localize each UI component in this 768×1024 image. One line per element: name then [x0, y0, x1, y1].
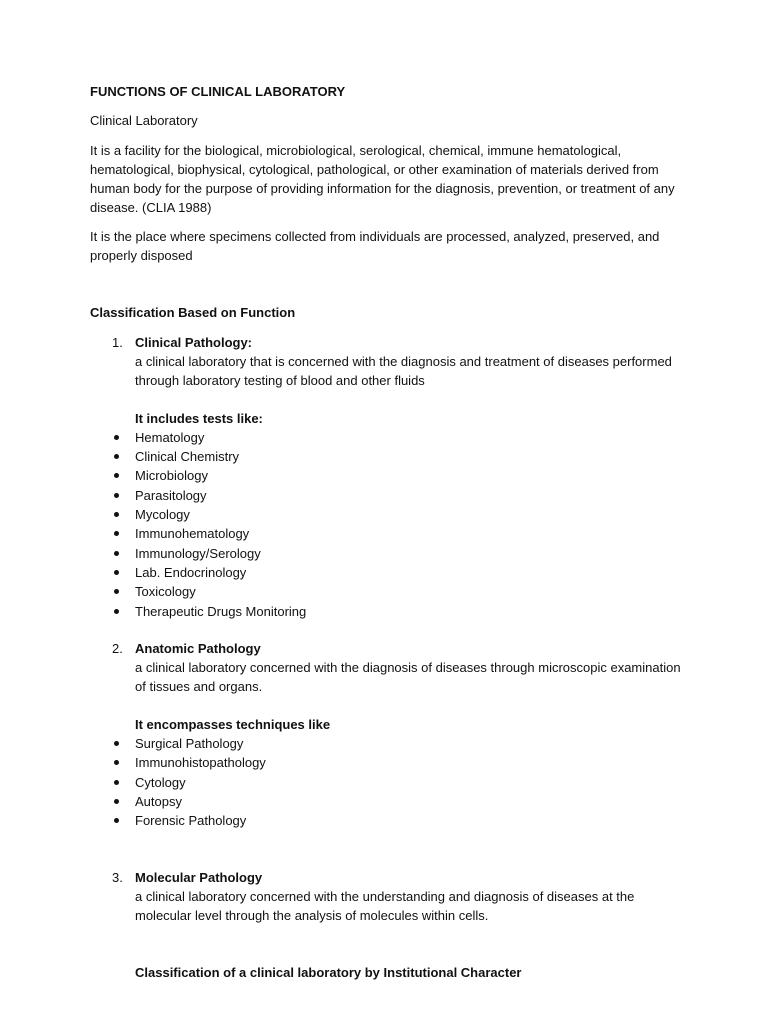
- list-item: Surgical Pathology: [90, 734, 690, 753]
- bullet-icon: [114, 570, 119, 575]
- item-number: 1.: [112, 334, 123, 350]
- document-page: [90, 82, 690, 983]
- item-heading: Molecular Pathology: [135, 869, 263, 885]
- numbered-item-clinical-pathology: [90, 333, 690, 391]
- bullet-icon: [114, 531, 119, 536]
- bullet-icon: [114, 760, 119, 765]
- list-item: Therapeutic Drugs Monitoring: [90, 602, 690, 621]
- item-heading: Clinical Pathology:: [135, 334, 253, 350]
- bullet-icon: [114, 493, 119, 498]
- section-title-institutional: Classification of a clinical laboratory by Institutional Character: [135, 965, 522, 981]
- numbered-item-molecular-pathology: [90, 868, 690, 926]
- list-item: Toxicology: [90, 582, 690, 601]
- bullet-icon: [114, 435, 119, 440]
- document-title: FUNCTIONS OF CLINICAL LABORATORY: [90, 84, 346, 99]
- list-item: Microbiology: [90, 466, 690, 485]
- bullet-icon: [114, 799, 119, 804]
- bullet-icon: [114, 609, 119, 614]
- bullet-icon: [114, 454, 119, 459]
- bullet-icon: [114, 551, 119, 556]
- bullet-list-tests: [90, 428, 690, 621]
- paragraph-purpose: It is the place where specimens collected from individuals are processed, analyzed, preserved, and properly disposed: [90, 228, 660, 264]
- item-description: a clinical laboratory that is concerned with the diagnosis and treatment of diseases performed through laboratory testing of blood and other fluids: [135, 353, 672, 389]
- list-intro: It encompasses techniques like: [135, 716, 331, 732]
- document-subtitle: Clinical Laboratory: [90, 113, 198, 129]
- bullet-icon: [114, 741, 119, 746]
- item-number: 3.: [112, 869, 123, 885]
- bullet-icon: [114, 589, 119, 594]
- list-item: Parasitology: [90, 486, 690, 505]
- list-item: Immunohematology: [90, 524, 690, 543]
- list-item: Clinical Chemistry: [90, 447, 690, 466]
- item-description: a clinical laboratory concerned with the diagnosis of diseases through microscopic examination of tissues and organs.: [135, 660, 681, 695]
- list-item: Hematology: [90, 428, 690, 447]
- list-item: Cytology: [90, 773, 690, 792]
- numbered-item-anatomic-pathology: [90, 639, 690, 697]
- list-item: Forensic Pathology: [90, 811, 690, 830]
- list-intro: It includes tests like:: [135, 410, 263, 426]
- bullet-icon: [114, 512, 119, 517]
- item-heading: Anatomic Pathology: [135, 640, 261, 656]
- list-item: Autopsy: [90, 792, 690, 811]
- list-item: Immunohistopathology: [90, 753, 690, 772]
- item-description: a clinical laboratory concerned with the understanding and diagnosis of diseases at the molecular level through the analysis of molecules within cells.: [135, 888, 635, 924]
- paragraph-definition: It is a facility for the biological, microbiological, serological, chemical, immune hematological, hematological, biophysical, cytological, pathological, or other examination of materials derived from human body for the purpose of providing information for the diagnosis, prevention, or treatment of any disease. (CLIA 1988): [90, 142, 675, 216]
- bullet-icon: [114, 780, 119, 785]
- bullet-list-techniques: [90, 734, 690, 830]
- list-item: Lab. Endocrinology: [90, 563, 690, 582]
- item-number: 2.: [112, 640, 123, 656]
- bullet-icon: [114, 473, 119, 478]
- list-item: Mycology: [90, 505, 690, 524]
- section-title: Classification Based on Function: [90, 305, 296, 321]
- bullet-icon: [114, 818, 119, 823]
- list-item: Immunology/Serology: [90, 544, 690, 563]
